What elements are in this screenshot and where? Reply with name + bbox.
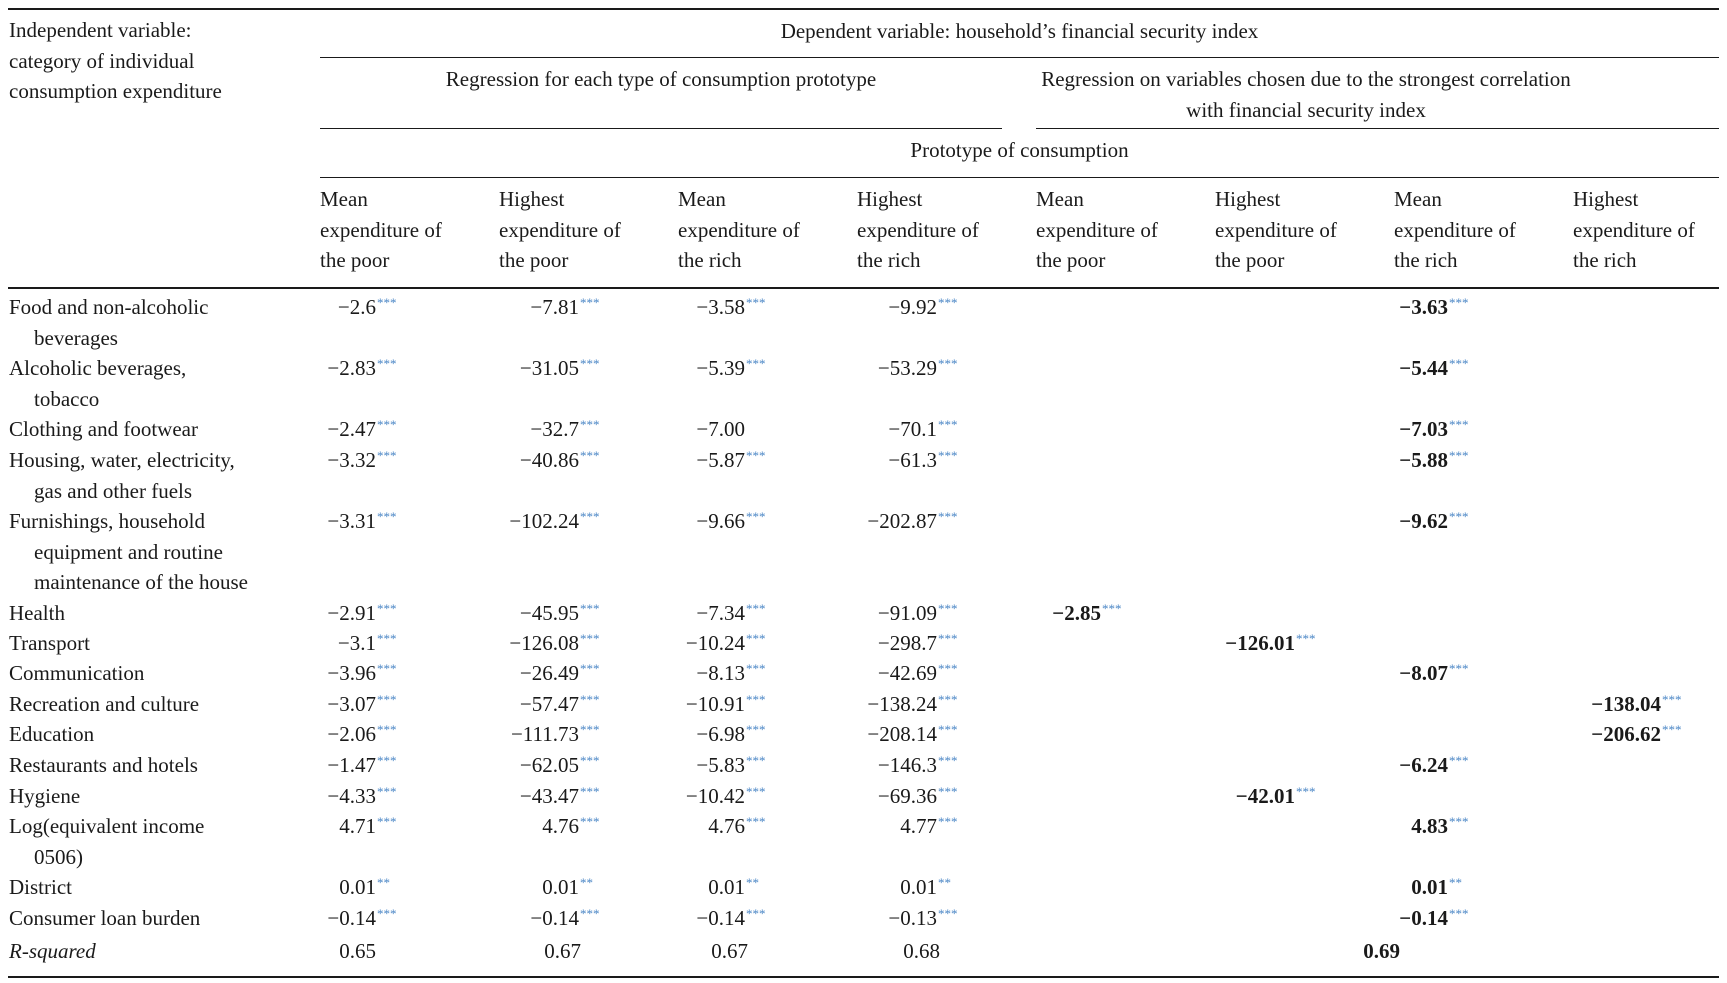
significance-stars: ***	[746, 509, 766, 524]
row-label-line: beverages	[34, 325, 118, 350]
significance-stars: ***	[580, 417, 600, 432]
coefficient-value: −2.91	[327, 601, 376, 625]
coefficient-value: −5.87	[696, 448, 745, 472]
significance-stars: ***	[938, 906, 958, 921]
row-label-line: Consumer loan burden	[9, 906, 201, 930]
table-cell	[696, 719, 776, 749]
significance-stars: **	[938, 875, 951, 890]
significance-stars: ***	[938, 722, 958, 737]
rsquared-combined-value: 0.69	[1363, 939, 1400, 963]
group-right-header: Regression on variables chosen due to the strongest correlation with financial security index	[1041, 67, 1571, 122]
table-cell	[1399, 414, 1479, 444]
coefficient-value: −2.85	[1052, 601, 1101, 625]
significance-stars: ***	[938, 601, 958, 616]
table-cell	[1225, 628, 1326, 658]
coefficient-value: −91.09	[877, 601, 937, 625]
table-cell	[542, 811, 610, 841]
significance-stars: ***	[746, 906, 766, 921]
coefficient-value: −3.07	[327, 692, 376, 716]
row-label-line: Clothing and footwear	[9, 417, 198, 441]
table-cell	[878, 353, 968, 383]
significance-stars: ***	[746, 661, 766, 676]
coefficient-value: −10.91	[685, 692, 745, 716]
column-header: Highest expenditure of the poor	[499, 187, 621, 272]
row-label	[9, 445, 235, 506]
rsquared-label-text: R-squared	[9, 939, 96, 963]
top-rule	[8, 8, 1719, 10]
coefficient-value: −57.47	[519, 692, 579, 716]
significance-stars: ***	[377, 814, 397, 829]
table-cell	[696, 445, 776, 475]
significance-stars: ***	[580, 601, 600, 616]
significance-stars: ***	[377, 722, 397, 737]
table-cell	[1236, 781, 1326, 811]
table-cell	[696, 414, 776, 444]
significance-stars: ***	[580, 509, 600, 524]
coefficient-value: −61.3	[888, 448, 937, 472]
coefficient-value: −32.7	[530, 417, 579, 441]
table-cell	[509, 506, 610, 536]
significance-stars: ***	[377, 661, 397, 676]
group-left-rule	[320, 128, 1002, 129]
significance-stars: ***	[1449, 906, 1469, 921]
row-label	[9, 414, 198, 445]
row-label-line: maintenance of the house	[34, 570, 248, 594]
coefficient-value: −202.87	[867, 509, 937, 533]
coefficient-value: −126.08	[509, 631, 579, 655]
row-label	[9, 658, 144, 689]
table-cell	[888, 414, 968, 444]
coefficient-value: −0.14	[1399, 906, 1448, 930]
coefficient-value: −42.69	[877, 661, 937, 685]
coefficient-value: −8.13	[696, 661, 745, 685]
coefficient-value: 4.83	[1411, 814, 1448, 838]
table-cell	[327, 445, 407, 475]
significance-stars: ***	[377, 448, 397, 463]
row-label	[9, 719, 94, 750]
coefficient-value: 0.01	[339, 875, 376, 899]
table-cell	[1399, 506, 1479, 536]
table-cell	[338, 292, 407, 322]
row-label	[9, 872, 72, 903]
significance-stars: **	[746, 875, 759, 890]
significance-stars: ***	[1662, 722, 1682, 737]
coefficient-value: −0.14	[530, 906, 579, 930]
table-cell	[530, 292, 610, 322]
table-cell	[696, 506, 776, 536]
coefficient-value: −10.42	[685, 784, 745, 808]
row-label-line: Restaurants and hotels	[9, 753, 198, 777]
independent-variable-header: Independent variable: category of individual consumption expenditure	[9, 18, 222, 103]
significance-stars: ***	[746, 448, 766, 463]
table-cell	[327, 353, 407, 383]
significance-stars: ***	[746, 784, 766, 799]
significance-stars: ***	[580, 692, 600, 707]
significance-stars: ***	[377, 356, 397, 371]
significance-stars: ***	[1102, 601, 1122, 616]
rsquared-value: 0.65	[339, 939, 376, 963]
table-cell	[1399, 903, 1479, 933]
column-header: Mean expenditure of the poor	[1036, 187, 1158, 272]
coefficient-value: −7.34	[696, 601, 745, 625]
table-cell	[511, 719, 610, 749]
significance-stars: ***	[580, 753, 600, 768]
coefficient-value: −126.01	[1225, 631, 1295, 655]
table-cell	[542, 872, 610, 902]
table-cell	[327, 506, 407, 536]
prototype-rule	[320, 177, 1719, 178]
coefficient-value: −146.3	[877, 753, 937, 777]
table-cell	[1399, 658, 1479, 688]
significance-stars: ***	[746, 722, 766, 737]
row-label	[9, 750, 198, 781]
coefficient-value: −53.29	[877, 356, 937, 380]
table-cell	[327, 658, 407, 688]
significance-stars: ***	[938, 661, 958, 676]
table-cell	[888, 445, 968, 475]
row-label-line: equipment and routine	[34, 539, 223, 564]
coefficient-value: −0.14	[327, 906, 376, 930]
row-label	[9, 292, 208, 353]
row-label-line: 0506)	[34, 844, 83, 869]
coefficient-value: −6.98	[696, 722, 745, 746]
significance-stars: ***	[1449, 661, 1469, 676]
coefficient-value: −4.33	[327, 784, 376, 808]
table-cell	[867, 719, 968, 749]
coefficient-value: −3.63	[1399, 295, 1448, 319]
coefficient-value: 0.01	[900, 875, 937, 899]
significance-stars: ***	[1296, 784, 1316, 799]
coefficient-value: −3.32	[327, 448, 376, 472]
row-label	[9, 598, 65, 629]
coefficient-value: −102.24	[509, 509, 579, 533]
significance-stars: ***	[938, 509, 958, 524]
table-cell	[1399, 750, 1479, 780]
coefficient-value: 4.76	[708, 814, 745, 838]
table-cell	[1399, 445, 1479, 475]
row-label-line: Education	[9, 722, 95, 746]
coefficient-value: −7.03	[1399, 417, 1448, 441]
significance-stars: ***	[938, 356, 958, 371]
coefficient-value: −6.24	[1399, 753, 1448, 777]
table-cell	[696, 750, 776, 780]
row-label-line: tobacco	[34, 386, 100, 411]
significance-stars: **	[377, 875, 390, 890]
significance-stars: ***	[746, 601, 766, 616]
significance-stars: **	[1449, 875, 1462, 890]
significance-stars: ***	[377, 509, 397, 524]
coefficient-value: 0.01	[542, 875, 579, 899]
table-cell	[878, 750, 968, 780]
row-label-line: Furnishings, household	[9, 509, 206, 533]
significance-stars: ***	[1449, 448, 1469, 463]
table-cell	[327, 903, 407, 933]
row-label-line: District	[9, 875, 72, 899]
table-cell	[1052, 598, 1132, 628]
significance-stars: ***	[938, 448, 958, 463]
prototype-header: Prototype of consumption	[910, 138, 1129, 162]
significance-stars: ***	[1449, 295, 1469, 310]
coefficient-value: −9.92	[888, 295, 937, 319]
significance-stars: ***	[580, 906, 600, 921]
column-header: Mean expenditure of the rich	[1394, 187, 1516, 272]
coefficient-value: −45.95	[519, 601, 579, 625]
coefficient-value: −5.83	[696, 753, 745, 777]
coefficient-value: −3.31	[327, 509, 376, 533]
dependent-variable-header: Dependent variable: household’s financial security index	[780, 19, 1259, 43]
table-cell	[327, 719, 407, 749]
significance-stars: ***	[746, 814, 766, 829]
significance-stars: ***	[580, 356, 600, 371]
significance-stars: ***	[377, 631, 397, 646]
significance-stars: ***	[746, 692, 766, 707]
significance-stars: ***	[938, 417, 958, 432]
significance-stars: **	[580, 875, 593, 890]
row-label	[9, 903, 200, 934]
coefficient-value: −42.01	[1235, 784, 1295, 808]
column-header: Highest expenditure of the poor	[1215, 187, 1337, 272]
coefficient-value: −5.44	[1399, 356, 1448, 380]
table-cell	[900, 811, 968, 841]
table-cell	[878, 658, 968, 688]
table-cell	[520, 353, 610, 383]
table-cell	[520, 750, 610, 780]
row-label-line: Communication	[9, 661, 145, 685]
coefficient-value: −111.73	[510, 722, 579, 746]
coefficient-value: −69.36	[877, 784, 937, 808]
coefficient-value: −3.96	[327, 661, 376, 685]
coefficient-value: −40.86	[519, 448, 579, 472]
table-cell	[327, 414, 407, 444]
significance-stars: ***	[377, 784, 397, 799]
significance-stars: ***	[580, 722, 600, 737]
table-cell	[520, 445, 610, 475]
coefficient-value: 4.76	[542, 814, 579, 838]
coefficient-value: −7.81	[530, 295, 579, 319]
table-cell	[696, 658, 776, 688]
significance-stars: ***	[377, 417, 397, 432]
bottom-rule	[8, 976, 1719, 978]
row-label	[9, 628, 90, 659]
coefficient-value: 4.71	[339, 814, 376, 838]
significance-stars: ***	[938, 784, 958, 799]
significance-stars: ***	[1449, 417, 1469, 432]
coefficient-value: −206.62	[1591, 722, 1661, 746]
rsquared-value: 0.67	[711, 939, 748, 963]
coefficient-value: −298.7	[877, 631, 937, 655]
coefficient-value: −8.07	[1399, 661, 1448, 685]
row-label-line: Alcoholic beverages,	[9, 356, 187, 380]
coefficient-value: −43.47	[519, 784, 579, 808]
group-right-rule	[1036, 128, 1719, 129]
significance-stars: ***	[1662, 692, 1682, 707]
significance-stars: ***	[746, 356, 766, 371]
row-label-line: gas and other fuels	[34, 478, 193, 503]
row-label-line: Housing, water, electricity,	[9, 448, 235, 472]
significance-stars: ***	[1449, 509, 1469, 524]
significance-stars: ***	[938, 631, 958, 646]
coefficient-value: 4.77	[900, 814, 937, 838]
significance-stars: ***	[746, 295, 766, 310]
table-cell	[708, 811, 776, 841]
significance-stars: ***	[1449, 753, 1469, 768]
column-header: Highest expenditure of the rich	[857, 187, 979, 272]
table-cell	[1411, 811, 1479, 841]
significance-stars: ***	[938, 295, 958, 310]
coefficient-value: −2.83	[327, 356, 376, 380]
row-label-line: Health	[9, 601, 65, 625]
significance-stars: ***	[377, 295, 397, 310]
significance-stars: ***	[1296, 631, 1316, 646]
coefficient-value: −208.14	[867, 722, 937, 746]
coefficient-value: −3.1	[337, 631, 376, 655]
coefficient-value: −0.13	[888, 906, 937, 930]
group-left-header: Regression for each type of consumption prototype	[445, 67, 877, 91]
table-cell	[708, 872, 776, 902]
coefficient-value: −10.24	[685, 631, 745, 655]
coefficient-value: −5.88	[1399, 448, 1448, 472]
table-cell	[888, 903, 968, 933]
table-cell	[696, 292, 776, 322]
coefficient-value: −3.58	[696, 295, 745, 319]
row-label	[9, 506, 248, 598]
table-cell	[1399, 292, 1479, 322]
coefficient-value: −1.47	[327, 753, 376, 777]
row-label	[9, 689, 199, 720]
significance-stars: ***	[377, 692, 397, 707]
column-header: Mean expenditure of the poor	[320, 187, 442, 272]
coefficient-value: −70.1	[888, 417, 937, 441]
coefficient-value: 0.01	[708, 875, 745, 899]
coefficient-value: −7.00	[696, 417, 745, 441]
table-cell	[696, 353, 776, 383]
coefficient-value: −0.14	[696, 906, 745, 930]
table-cell	[900, 872, 968, 902]
table-cell	[339, 872, 407, 902]
row-label	[9, 781, 80, 812]
coefficient-value: −138.04	[1591, 692, 1661, 716]
significance-stars: ***	[377, 753, 397, 768]
significance-stars: ***	[580, 784, 600, 799]
significance-stars: ***	[580, 814, 600, 829]
row-label-line: Transport	[9, 631, 90, 655]
dependent-variable-rule	[320, 57, 1719, 58]
table-cell	[327, 750, 407, 780]
rsquared-label	[9, 936, 96, 966]
table-cell	[530, 903, 610, 933]
significance-stars: ***	[938, 753, 958, 768]
table-cell	[1591, 719, 1692, 749]
table-cell	[867, 506, 968, 536]
coefficient-value: −138.24	[867, 692, 937, 716]
table-cell	[339, 811, 407, 841]
coefficient-value: −2.06	[327, 722, 376, 746]
table-cell	[1411, 872, 1479, 902]
coefficient-value: 0.01	[1411, 875, 1448, 899]
coefficient-value: −5.39	[696, 356, 745, 380]
significance-stars: ***	[938, 692, 958, 707]
coefficient-value: −62.05	[519, 753, 579, 777]
significance-stars: ***	[580, 295, 600, 310]
row-label	[9, 811, 204, 872]
coefficient-value: −2.6	[337, 295, 376, 319]
coefficient-value: −31.05	[519, 356, 579, 380]
coefficient-value: −2.47	[327, 417, 376, 441]
table-cell	[520, 658, 610, 688]
significance-stars: ***	[746, 753, 766, 768]
column-header: Highest expenditure of the rich	[1573, 187, 1695, 272]
significance-stars: ***	[377, 601, 397, 616]
rsquared-value: 0.67	[544, 939, 581, 963]
table-cell	[888, 292, 968, 322]
significance-stars: ***	[580, 631, 600, 646]
table-cell	[696, 903, 776, 933]
significance-stars: ***	[1449, 356, 1469, 371]
significance-stars: ***	[377, 906, 397, 921]
table-cell	[530, 414, 610, 444]
significance-stars: ***	[938, 814, 958, 829]
column-header: Mean expenditure of the rich	[678, 187, 800, 272]
rsquared-value: 0.68	[903, 939, 940, 963]
row-label-line: Food and non-alcoholic	[9, 295, 209, 319]
coefficient-value: −9.62	[1399, 509, 1448, 533]
row-label-line: Hygiene	[9, 784, 81, 808]
significance-stars: ***	[580, 448, 600, 463]
row-label-line: Log(equivalent income	[9, 814, 205, 838]
row-label	[9, 353, 186, 414]
significance-stars: ***	[1449, 814, 1469, 829]
row-label-line: Recreation and culture	[9, 692, 200, 716]
significance-stars: ***	[746, 631, 766, 646]
coefficient-value: −26.49	[519, 661, 579, 685]
significance-stars: ***	[580, 661, 600, 676]
coefficient-value: −9.66	[696, 509, 745, 533]
table-cell	[1399, 353, 1479, 383]
